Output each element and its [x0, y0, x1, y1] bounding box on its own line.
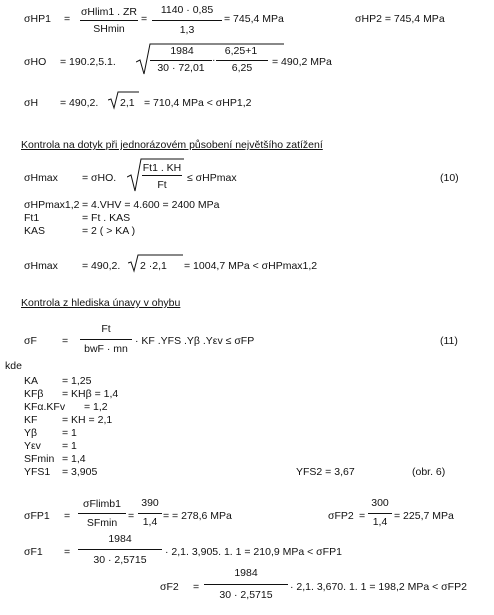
equals-sign: =	[128, 510, 135, 522]
list-value: = 4.VHV = 4.600 = 2400 MPa	[82, 199, 220, 211]
radical-content: 2,1	[120, 97, 135, 109]
fraction-denominator: 30 · 2,5715	[219, 589, 273, 601]
list-symbol: KF	[24, 414, 38, 426]
list-value: = 1,2	[84, 401, 108, 413]
fraction-denominator: SHmin	[93, 23, 125, 35]
radical-numerator: Ft1 . KH	[142, 162, 182, 174]
sigma-f1-symbol: σF1	[24, 546, 43, 558]
radical-denominator: Ft	[157, 179, 167, 191]
equals-sign: =	[64, 13, 71, 25]
sigma-h-symbol: σH	[24, 97, 39, 109]
list-value: = Ft . KAS	[82, 212, 131, 224]
list-symbol: KAS	[24, 225, 46, 237]
prefix-value: = σHO.	[82, 172, 117, 184]
result-value: = 745,4 MPa	[224, 13, 284, 25]
sigma-hmax-symbol: σHmax	[24, 172, 58, 184]
list-value: = 1	[62, 427, 77, 439]
fraction-numerator: 390	[141, 497, 159, 509]
result-value: = = 278,6 MPa	[163, 510, 232, 522]
fraction-bar	[368, 513, 392, 514]
fraction-bar	[152, 20, 222, 21]
result-value: = 710,4 MPa < σHP1,2	[144, 97, 252, 109]
list-symbol: σHPmax1,2	[24, 199, 80, 211]
list-symbol: Yεv	[24, 440, 41, 452]
fraction-numerator: 1984	[108, 533, 132, 545]
fraction-denominator: 1,3	[179, 24, 195, 36]
sigma-fp1-symbol: σFP1	[24, 510, 50, 522]
sigma-hp2-value: σHP2 = 745,4 MPa	[355, 13, 445, 25]
list-symbol: YFS1	[24, 466, 51, 478]
sigma-ho-symbol: σHO	[24, 56, 47, 68]
result-value: = 225,7 MPa	[394, 510, 454, 522]
fraction-bar	[150, 60, 212, 61]
fraction-numerator: Ft	[101, 323, 111, 335]
fraction-denominator: bwF · mn	[84, 343, 128, 355]
fraction-bar	[80, 20, 138, 21]
prefix-value: = 190.2,5.1.	[60, 56, 116, 68]
list-value: = KH = 2,1	[62, 414, 113, 426]
fraction-numerator: σFlimb1	[83, 498, 121, 510]
sigma-f-symbol: σF	[24, 335, 37, 347]
list-symbol: KFβ	[24, 388, 44, 400]
fraction-denominator: 30 · 2,5715	[93, 554, 147, 566]
sigma-fp2-symbol: σFP2	[328, 510, 354, 522]
figure-reference: (obr. 6)	[412, 466, 446, 478]
equals-sign: =	[141, 13, 148, 25]
list-value: = 1	[62, 440, 77, 452]
fraction-bar	[138, 513, 162, 514]
result-value: = 490,2 MPa	[272, 56, 332, 68]
fraction-bar	[142, 175, 182, 176]
section-heading: Kontrola na dotyk při jednorázovém působení největšího zatížení	[21, 139, 323, 151]
equation-tail: · KF .YFS .Yβ .Yεv ≤ σFP	[135, 335, 255, 347]
dot: ·	[212, 54, 216, 66]
equals-sign: =	[193, 581, 200, 593]
equation-tail: · 2,1. 3,670. 1. 1 = 198,2 MPa < σFP2	[290, 581, 467, 593]
fraction-bar	[78, 513, 126, 514]
equals-sign: =	[64, 546, 71, 558]
list-symbol: Yβ	[24, 427, 38, 439]
sigma-hmax-symbol: σHmax	[24, 260, 58, 272]
list-value: = 2 ( > KA )	[82, 225, 136, 237]
list-value: = KHβ = 1,4	[62, 388, 119, 400]
fraction-bar	[204, 584, 288, 585]
equals-sign: =	[62, 335, 69, 347]
equals-sign: =	[359, 510, 366, 522]
list-symbol: KFα.KFv	[24, 401, 66, 413]
fraction-bar	[80, 339, 132, 340]
kde-label: kde	[5, 360, 22, 372]
fraction-numerator: 1984	[234, 567, 258, 579]
prefix-value: = 490,2.	[82, 260, 121, 272]
radical-numerator: 6,25+1	[224, 45, 258, 57]
fraction-numerator: 300	[371, 497, 389, 509]
inequality: ≤ σHPmax	[187, 172, 237, 184]
fraction-denominator: 1,4	[372, 516, 388, 528]
equation-tail: · 2,1. 3,905. 1. 1 = 210,9 MPa < σFP1	[165, 546, 342, 558]
list-symbol: KA	[24, 375, 39, 387]
prefix-value: = 490,2.	[60, 97, 99, 109]
radical-denominator: 30 · 72,01	[157, 62, 205, 74]
list-symbol: Ft1	[24, 212, 40, 224]
yfs2-value: YFS2 = 3,67	[296, 466, 355, 478]
radical-content: 2 ·2,1	[140, 260, 167, 272]
equals-sign: =	[64, 510, 71, 522]
equation-number: (11)	[440, 335, 458, 347]
fraction-numerator: σHlim1 . ZR	[80, 6, 138, 18]
sigma-f2-symbol: σF2	[160, 581, 179, 593]
fraction-denominator: SFmin	[86, 517, 118, 529]
fraction-numerator: 1140 · 0,85	[160, 4, 214, 16]
list-symbol: SFmin	[24, 453, 55, 465]
list-value: = 1,4	[62, 453, 86, 465]
list-value: = 1,25	[62, 375, 92, 387]
section-heading: Kontrola z hlediska únavy v ohybu	[21, 297, 181, 309]
result-value: = 1004,7 MPa < σHPmax1,2	[184, 260, 318, 272]
sigma-hp1-symbol: σHP1	[24, 13, 51, 25]
fraction-denominator: 1,4	[142, 516, 158, 528]
list-value: = 3,905	[62, 466, 98, 478]
radical-numerator: 1984	[170, 45, 194, 57]
fraction-bar	[78, 549, 162, 550]
equation-number: (10)	[440, 172, 459, 184]
radical-denominator: 6,25	[231, 62, 253, 74]
fraction-bar	[216, 60, 268, 61]
